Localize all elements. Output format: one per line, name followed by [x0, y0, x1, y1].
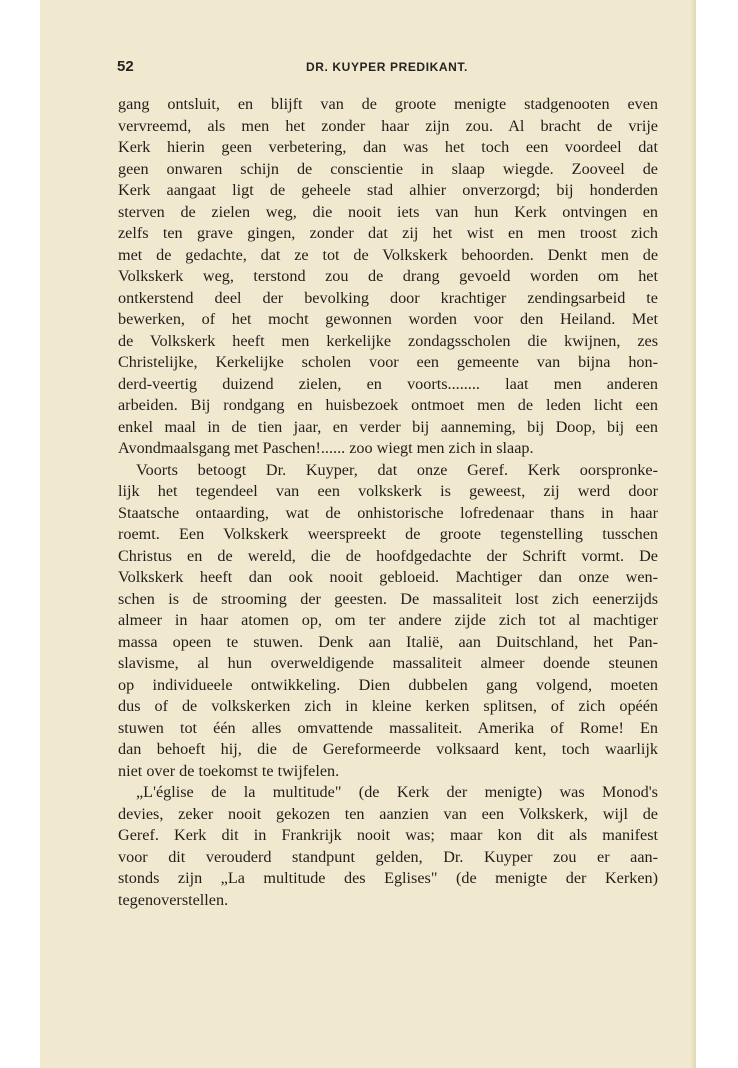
text-line: Christelijke, Kerkelijke scholen voor een gemeente van bijna hon-: [118, 353, 658, 371]
text-line: Geref. Kerk dit in Frankrijk nooit was; maar kon dit als manifest: [118, 826, 658, 844]
text-line: schen is de strooming der geesten. De massaliteit lost zich eenerzijds: [118, 589, 658, 608]
paragraph: [118, 782, 658, 911]
text-line: almeer in haar atomen op, om ter andere zijde zich tot al machtiger: [118, 611, 658, 629]
text-line: de Volkskerk heeft men kerkelijke zondagsscholen die kwijnen, zes: [118, 331, 658, 350]
text-line: Avondmaalsgang met Paschen!...... zoo wiegt men zich in slaap.: [118, 439, 534, 457]
text-line: arbeiden. Bij rondgang en huisbezoek ontmoet men de leden licht een: [118, 396, 658, 414]
paragraph: [118, 460, 658, 783]
text-line: devies, zeker nooit gekozen ten aanzien van een Volkskerk, wijl de: [118, 804, 658, 823]
text-line: tegenoverstellen.: [118, 890, 229, 909]
text-line: bewerken, of het mocht gewonnen worden voor den Heiland. Met: [118, 310, 658, 328]
page-edge: [690, 0, 696, 1068]
text-line: dus of de volkskerken zich in kleine kerken splitsen, of zich opéén: [118, 697, 658, 715]
text-line: met de gedachte, dat ze tot de Volkskerk behoorden. Denkt men de: [118, 245, 658, 264]
text-line: Staatsche ontaarding, wat de onhistorische lofredenaar thans in haar: [118, 503, 658, 522]
text-line: zelfs ten grave gingen, zonder dat zij het wist en men troost zich: [118, 224, 658, 242]
text-line: „L'église de la multitude" (de Kerk der menigte) was Monod's: [136, 783, 658, 801]
body-text: [118, 94, 658, 911]
text-line: sterven de zielen weg, die nooit iets van hun Kerk ontvingen en: [118, 202, 658, 221]
text-line: dan behoeft hij, die de Gereformeerde volksaard kent, toch waarlijk: [118, 740, 658, 758]
page-number: 52: [117, 58, 134, 75]
paragraph: [118, 94, 658, 460]
text-line: slavisme, al hun overweldigende massaliteit almeer doende steunen: [118, 654, 658, 672]
text-line: Kerk aangaat ligt de geheele stad alhier onverzorgd; bij honderden: [118, 181, 658, 199]
text-line: op individueele ontwikkeling. Dien dubbelen gang volgend, moeten: [118, 675, 658, 694]
text-line: voor dit verouderd standpunt gelden, Dr. Kuyper zou er aan-: [118, 847, 658, 866]
text-line: roemt. Een Volkskerk weerspreekt de groote tegenstelling tusschen: [118, 525, 658, 543]
text-line: lijk het tegendeel van een volkskerk is geweest, zij werd door: [118, 482, 658, 500]
text-line: niet over de toekomst te twijfelen.: [118, 761, 340, 780]
text-line: stuwen tot één alles omvattende massaliteit. Amerika of Rome! En: [118, 718, 658, 737]
text-line: derd-veertig duizend zielen, en voorts........ laat men anderen: [118, 374, 658, 393]
text-line: massa opeen te stuwen. Denk aan Italië, aan Duitschland, het Pan-: [118, 632, 658, 651]
text-line: stonds zijn „La multitude des Eglises" (de menigte der Kerken): [118, 869, 658, 887]
running-head: DR. KUYPER PREDIKANT.: [306, 60, 468, 74]
text-line: Kerk hierin geen verbetering, dan was het toch een voordeel dat: [118, 138, 658, 156]
text-line: Christus en de wereld, die de hoofdgedachte der Schrift vormt. De: [118, 546, 658, 565]
text-line: Voorts betoogt Dr. Kuyper, dat onze Geref. Kerk oorspronke-: [136, 460, 658, 479]
text-line: Volkskerk heeft dan ook nooit gebloeid. Machtiger dan onze wen-: [118, 568, 658, 586]
page-header: [117, 58, 657, 80]
text-line: Volkskerk weg, terstond zou de drang gevoeld worden om het: [118, 267, 658, 285]
text-line: gang ontsluit, en blijft van de groote menigte stadgenooten even: [118, 95, 658, 113]
text-line: geen onwaren schijn de conscientie in slaap wiegde. Zooveel de: [118, 159, 658, 178]
text-line: enkel maal in de tien jaar, en verder bij aanneming, bij Doop, bij een: [118, 417, 658, 436]
text-line: vervreemd, als men het zonder haar zijn zou. Al bracht de vrije: [118, 116, 658, 135]
text-line: ontkerstend deel der bevolking door krachtiger zendingsarbeid te: [118, 288, 658, 307]
